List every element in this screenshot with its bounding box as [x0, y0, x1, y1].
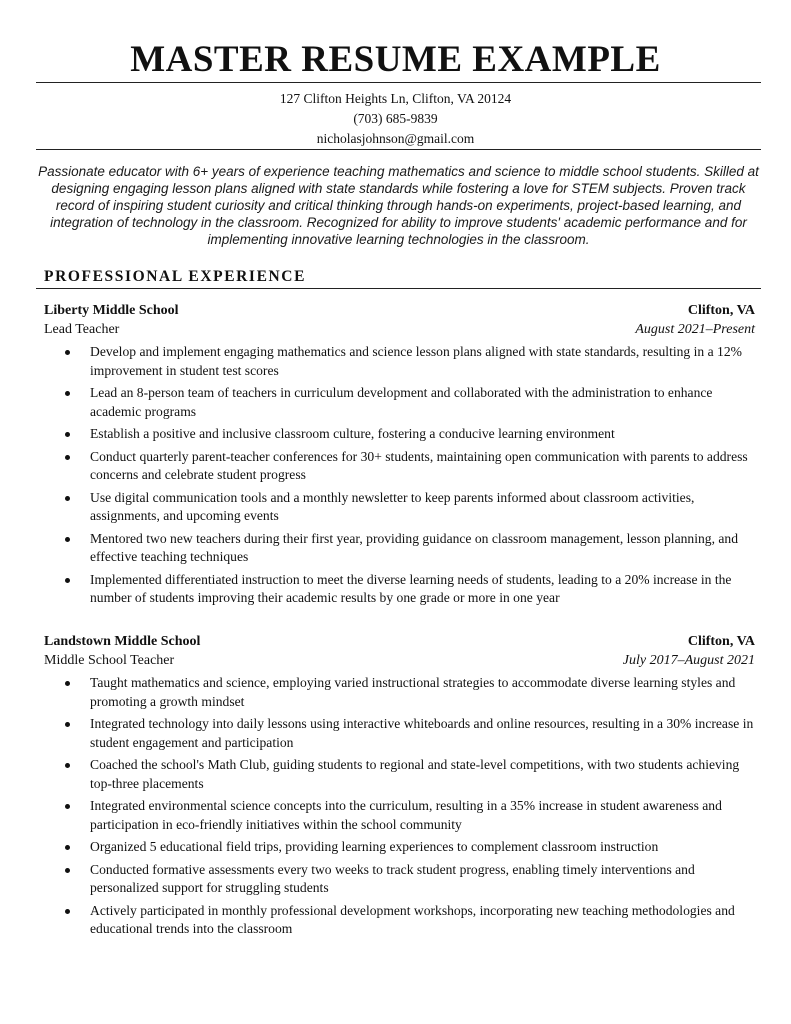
professional-summary: Passionate educator with 6+ years of experience teaching mathematics and science to middle school students. Skilled at designing engaging lesson plans aligned with state standards while fostering a love for STEM subjects. Proven track record of inspiring student curiosity and critical thinking through hands-on experiments, project-based learning, and integration of technology in the classroom. Recognized for ability to improve students' academic performance and for implementing innovative learning technologies in the classroom. — [38, 164, 759, 247]
job-bullet — [44, 715, 755, 752]
bullet-text: Actively participated in monthly professional development workshops, incorporating new teaching methodologies and educational trends into the classroom — [90, 902, 735, 936]
job-bullet — [44, 838, 755, 857]
job-bullet-list — [44, 343, 755, 608]
bullet-text: Conduct quarterly parent-teacher conferences for 30+ students, maintaining open communication with parents to address concerns and celebrate student progress — [90, 448, 748, 482]
bullet-icon — [65, 681, 70, 686]
employer-name: Liberty Middle School — [44, 303, 179, 318]
contact-block — [0, 89, 791, 149]
bullet-icon — [65, 722, 70, 727]
resume-title: MASTER RESUME EXAMPLE — [130, 39, 661, 80]
job-bullet — [44, 902, 755, 939]
bullet-icon — [65, 455, 70, 460]
bullet-icon — [65, 537, 70, 542]
job-title: Middle School Teacher — [44, 653, 175, 668]
bullet-text: Implemented differentiated instruction to meet the diverse learning needs of students, leading to a 20% increase in the number of students improving their academic results by one grade or more in one year — [90, 571, 732, 605]
employer-name: Landstown Middle School — [44, 634, 201, 649]
job-bullet — [44, 489, 755, 526]
bullet-text: Coached the school's Math Club, guiding students to regional and state-level competitions, with two students achieving top-three placements — [90, 757, 740, 791]
header-divider-bottom — [36, 149, 761, 150]
job-bullet — [44, 571, 755, 608]
bullet-icon — [65, 763, 70, 768]
bullet-icon — [65, 578, 70, 583]
job-bullet — [44, 674, 755, 711]
job-bullet — [44, 756, 755, 793]
job-bullet — [44, 861, 755, 898]
job-bullet — [44, 797, 755, 834]
bullet-text: Taught mathematics and science, employing varied instructional strategies to accommodate diverse learning styles and promoting a growth mindset — [90, 675, 736, 709]
job-entry — [44, 632, 755, 943]
bullet-text: Mentored two new teachers during their first year, providing guidance on classroom management, lesson planning, and effective teaching techniques — [90, 530, 738, 564]
bullet-text: Conducted formative assessments every two weeks to track student progress, enabling timely interventions and personalized support for struggling students — [90, 861, 695, 895]
header-divider-top — [36, 82, 761, 83]
bullet-icon — [65, 391, 70, 396]
bullet-icon — [65, 845, 70, 850]
contact-email: nicholasjohnson@gmail.com — [316, 131, 475, 146]
job-location: Clifton, VA — [687, 303, 755, 318]
bullet-icon — [65, 350, 70, 355]
bullet-icon — [65, 909, 70, 914]
job-title: Lead Teacher — [44, 322, 120, 337]
job-bullet-list — [44, 674, 755, 939]
section-title-experience: PROFESSIONAL EXPERIENCE — [44, 268, 307, 285]
bullet-text: Use digital communication tools and a monthly newsletter to keep parents informed about classroom activities, assignments, and upcoming events — [90, 489, 695, 523]
bullet-text: Develop and implement engaging mathematics and science lesson plans aligned with state standards, resulting in a 12% improvement in student test scores — [90, 344, 742, 378]
job-bullet — [44, 530, 755, 567]
bullet-icon — [65, 868, 70, 873]
job-bullet — [44, 343, 755, 380]
section-divider-experience — [36, 288, 761, 289]
job-bullet — [44, 448, 755, 485]
job-entry — [44, 301, 755, 612]
bullet-text: Organized 5 educational field trips, providing learning experiences to complement classroom instruction — [90, 839, 659, 854]
job-bullet — [44, 425, 755, 444]
bullet-text: Lead an 8-person team of teachers in curriculum development and collaborated with the administration to enhance academic programs — [90, 385, 713, 419]
contact-phone: (703) 685-9839 — [353, 111, 438, 126]
bullet-icon — [65, 432, 70, 437]
bullet-text: Integrated technology into daily lessons using interactive whiteboards and online resources, resulting in a 30% increase in student engagement and participation — [90, 716, 754, 750]
job-dates: July 2017–August 2021 — [622, 653, 755, 668]
bullet-text: Integrated environmental science concepts into the curriculum, resulting in a 35% increase in student awareness and participation in eco-friendly initiatives within the school community — [90, 798, 722, 832]
contact-address: 127 Clifton Heights Ln, Clifton, VA 20124 — [279, 91, 512, 106]
job-dates: August 2021–Present — [635, 322, 755, 337]
bullet-icon — [65, 804, 70, 809]
job-location: Clifton, VA — [687, 634, 755, 649]
job-bullet — [44, 384, 755, 421]
bullet-icon — [65, 496, 70, 501]
bullet-text: Establish a positive and inclusive classroom culture, fostering a conducive learning environment — [90, 426, 615, 441]
